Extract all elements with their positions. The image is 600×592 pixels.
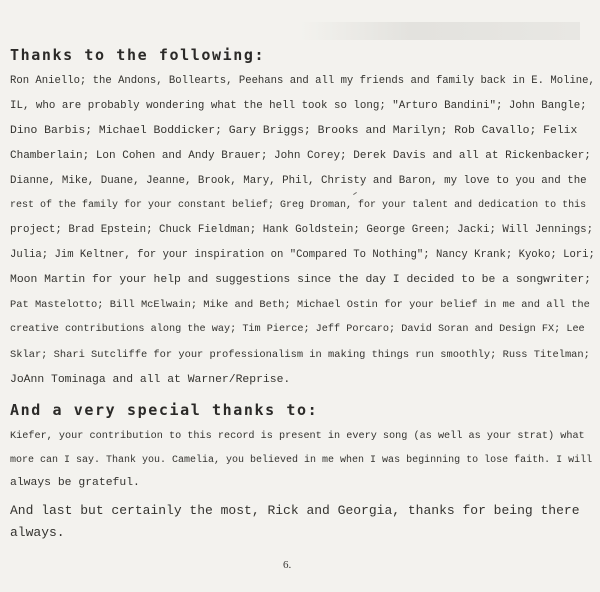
page-number: 6. [283,559,292,571]
thanks-line: Julia; Jim Keltner, for your inspiration on "Compared To Nothing"; Nancy Krank; Kyoko; Lori; [10,249,595,262]
thanks-list [10,69,595,393]
thanks-heading: Thanks to the following: [10,46,266,64]
special-line: always be grateful. [10,477,140,489]
thanks-line: Pat Mastelotto; Bill McElwain; Mike and Beth; Michael Ostin for your belief in me and all the [10,299,590,312]
special-thanks-text [10,425,595,496]
thanks-line: Sklar; Shari Sutcliffe for your professionalism in making things run smoothly; Russ Titelman; [10,348,590,361]
special-line: Kiefer, your contribution to this record is present in every song (as well as your strat) what [10,431,585,442]
thanks-line: rest of the family for your constant belief; Greg Droman, for your talent and dedication to this [10,199,587,211]
special-line: more can I say. Thank you. Camelia, you believed in me when I was beginning to lose faith. I will [10,454,593,466]
closing-line: always. [10,524,65,540]
closing-line: And last but certainly the most, Rick and Georgia, thanks for being there [10,503,580,518]
faded-background-text [300,22,580,40]
thanks-line: Dianne, Mike, Duane, Jeanne, Brook, Mary, Phil, Christy and Baron, my love to you and the [10,174,587,187]
closing-paragraph [10,500,595,543]
thanks-line: Moon Martin for your help and suggestions since the day I decided to be a songwriter; [10,274,592,287]
special-thanks-heading: And a very special thanks to: [10,401,319,419]
thanks-line: Chamberlain; Lon Cohen and Andy Brauer; John Corey; Derek Davis and all at Rickenbacker; [10,149,591,162]
thanks-line: Dino Barbis; Michael Boddicker; Gary Briggs; Brooks and Marilyn; Rob Cavallo; Felix [10,124,578,137]
thanks-line: Ron Aniello; the Andons, Bollearts, Peehans and all my friends and family back in E. Moline, [10,75,595,87]
thanks-line: project; Brad Epstein; Chuck Fieldman; Hank Goldstein; George Green; Jacki; Will Jennings; [10,224,594,237]
thanks-line: creative contributions along the way; Tim Pierce; Jeff Porcaro; David Soran and Design FX; Lee [10,324,585,336]
thanks-line: IL, who are probably wondering what the hell took so long; "Arturo Bandini"; John Bangle; [10,99,587,112]
thanks-line: JoAnn Tominaga and all at Warner/Reprise. [10,373,291,386]
